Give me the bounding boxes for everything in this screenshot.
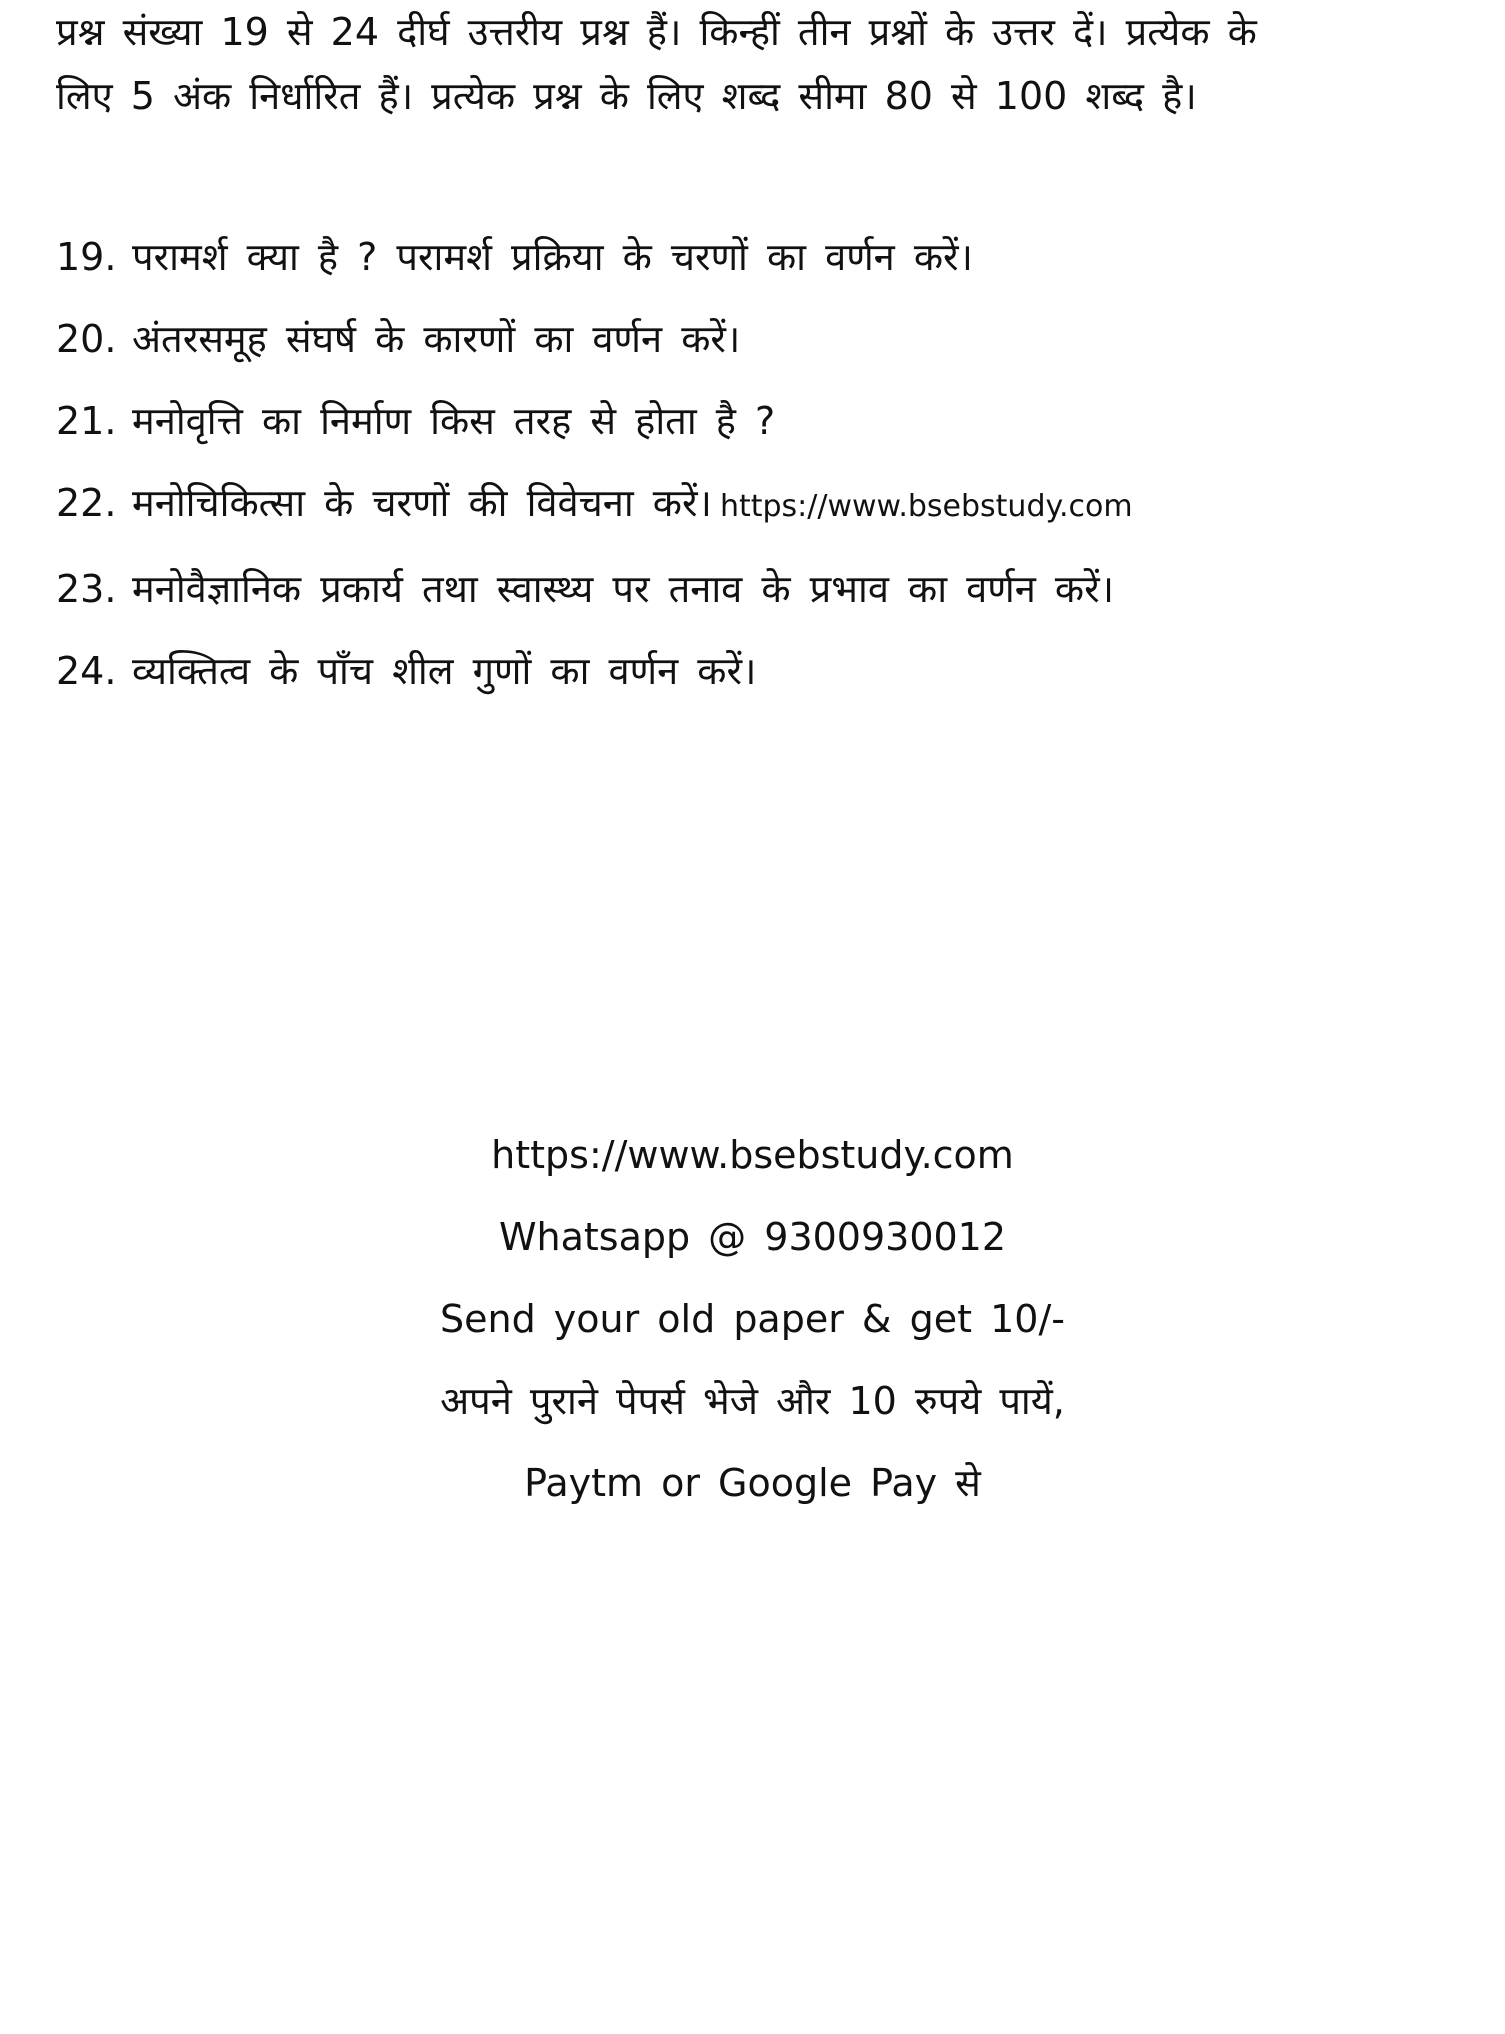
question-number: 24.: [56, 649, 117, 693]
question-text: परामर्श क्या है ? परामर्श प्रक्रिया के चरणों का वर्णन करें।: [132, 235, 973, 279]
question-number: 19.: [56, 235, 117, 279]
instructions-paragraph: [56, 0, 1456, 128]
question-text: मनोवृत्ति का निर्माण किस तरह से होता है ?: [132, 399, 776, 443]
footer-website-link[interactable]: https://www.bsebstudy.com: [491, 1133, 1014, 1177]
footer-offer-english: Send your old paper & get 10/-: [440, 1297, 1065, 1341]
footer-whatsapp: Whatsapp @ 9300930012: [498, 1215, 1007, 1259]
instructions-line-1: प्रश्न संख्या 19 से 24 दीर्घ उत्तरीय प्रश्न हैं। किन्हीं तीन प्रश्नों के उत्तर दें। प्रत्येक के: [56, 10, 1257, 54]
question-text: अंतरसमूह संघर्ष के कारणों का वर्णन करें।: [132, 317, 741, 361]
question-item: [56, 630, 1133, 712]
footer-payment: Paytm or Google Pay से: [524, 1461, 981, 1505]
question-number: 21.: [56, 399, 117, 443]
question-item: [56, 462, 1133, 548]
inline-website-link[interactable]: https://www.bsebstudy.com: [719, 489, 1133, 524]
question-number: 23.: [56, 567, 117, 611]
question-item: [56, 548, 1133, 630]
promo-footer: [0, 1114, 1505, 1524]
question-list: [56, 216, 1133, 712]
question-number: 22.: [56, 481, 117, 525]
question-number: 20.: [56, 317, 117, 361]
question-text: व्यक्तित्व के पाँच शील गुणों का वर्णन करें।: [132, 649, 757, 693]
instructions-line-2: लिए 5 अंक निर्धारित हैं। प्रत्येक प्रश्न के लिए शब्द सीमा 80 से 100 शब्द है।: [56, 74, 1197, 118]
question-item: [56, 216, 1133, 298]
question-item: [56, 298, 1133, 380]
question-text: मनोचिकित्सा के चरणों की विवेचना करें।: [132, 481, 712, 525]
footer-offer-hindi: अपने पुराने पेपर्स भेजे और 10 रुपये पायें,: [440, 1379, 1065, 1423]
question-item: [56, 380, 1133, 462]
question-text: मनोवैज्ञानिक प्रकार्य तथा स्वास्थ्य पर तनाव के प्रभाव का वर्णन करें।: [132, 567, 1115, 611]
